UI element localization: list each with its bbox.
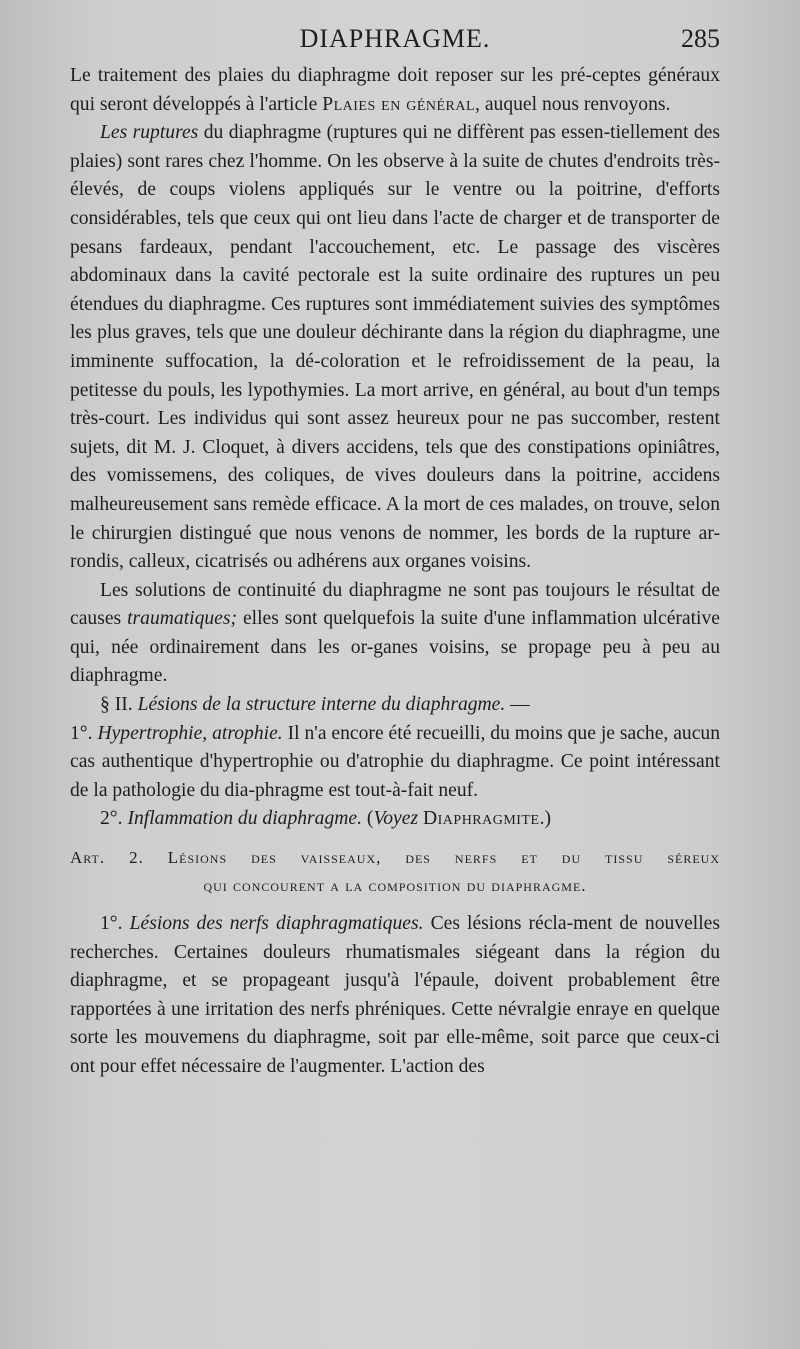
- text-run: , auquel nous renvoyons.: [475, 93, 671, 115]
- section-heading-ii: [70, 691, 720, 720]
- running-title: DIAPHRAGME.: [299, 24, 491, 53]
- article-heading-line-1: Art. 2. Lésions des vaisseaux, des nerfs et du tissu séreux: [70, 848, 720, 868]
- page-number: 285: [681, 24, 720, 53]
- item-title: Inflammation du diaphragme.: [127, 808, 363, 830]
- paragraph-hypertrophie: [70, 720, 720, 806]
- emphasis: traumatiques;: [127, 608, 238, 630]
- item-number: 2°.: [100, 808, 123, 830]
- text-run: elles sont quelquefois la suite d'une inflammation ulcérative qui, née ordinairement dans les or-ganes voisins, se propage peu à peu au diaphragme.: [70, 608, 720, 687]
- emphasis: Les ruptures: [100, 122, 199, 144]
- paragraph-ruptures: [70, 119, 720, 577]
- article-heading-line-2: qui concourent a la composition du diaphragme.: [203, 876, 587, 896]
- paragraph-solutions: [70, 577, 720, 691]
- section-title: Lésions de la structure interne du diaphragme.: [137, 694, 506, 716]
- item-number: 1°.: [100, 913, 123, 935]
- text-run: .): [539, 808, 552, 830]
- body-text: [70, 62, 720, 1082]
- page-header: [70, 24, 720, 58]
- paragraph-inflammation: [70, 805, 720, 834]
- emphasis: Voyez: [373, 808, 419, 830]
- cross-reference: Plaies en général: [322, 93, 476, 115]
- text-run: Il n'a encore été recueilli, du moins que je sache, aucun cas authentique d'hypertrophie ou d'atrophie du diaphragme. Ce point intéressant de la pathologie du dia-phragme est tout-à-fait neuf.: [70, 722, 721, 801]
- item-title: Lésions des nerfs diaphragmatiques.: [129, 913, 424, 935]
- text-run: —: [505, 694, 530, 716]
- text-run: (: [362, 808, 374, 830]
- paragraph-nerfs: [70, 910, 720, 1082]
- section-number: § II.: [100, 694, 133, 716]
- item-number: 1°.: [70, 722, 93, 744]
- text-run: du diaphragme (ruptures qui ne diffèrent pas essen-tiellement des plaies) sont rares chez l'homme. On les observe à la suite de chutes d'endroits très-élevés, de coups violens appliqués sur le ventre ou la poitrine, d'efforts considérables, tels que ceux qui ont lieu dans l'acte de charger et de transporter de pesans fardeaux, pendant l'accouchement, etc. Le passage des viscères abdominaux dans la cavité pectorale est la suite ordinaire des ruptures un peu étendues du diaphragme. Ces ruptures sont immédiatement suivies des symptômes les plus graves, tels que une douleur déchirante dans la région du diaphragme, une imminente suffocation, la dé-coloration et le refroidissement de la peau, la petitesse du pouls, les lypothymies. La mort arrive, en général, au bout d'un temps très-court. Les individus qui sont assez heureux pour ne pas succomber, restent sujets, dit M. J. Cloquet, à divers accidens, tels que des constipations opiniâtres, des vomissemens, des coliques, de vives douleurs dans la poitrine, accidens malheureusement sans remède efficace. A la mort de ces malades, on trouve, selon le chirurgien distingué que nous venons de nommer, les bords de la rupture ar-rondis, calleux, cicatrisés ou adhérens aux organes voisins.: [70, 122, 720, 573]
- item-title: Hypertrophie, atrophie.: [97, 722, 283, 744]
- article-heading: [70, 844, 720, 900]
- text-run: Les solutions de continuité du diaphragme ne sont pas toujours le résultat de causes: [70, 579, 720, 630]
- cross-reference: Diaphragmite: [422, 808, 540, 830]
- text-run: Le traitement des plaies du diaphragme doit reposer sur les pré-ceptes généraux qui seront développés à l'article: [70, 65, 720, 115]
- text-run: Ces lésions récla-ment de nouvelles recherches. Certaines douleurs rhumatismales siégeant dans la région du diaphragme, et se propageant jusqu'à l'épaule, doivent probablement être rapportées à une irritation des nerfs phréniques. Cette névralgie enraye en quelque sorte les mouvemens du diaphragme, soit par elle-même, soit parce que ceux-ci ont pour effet nécessaire de l'augmenter. L'action des: [70, 913, 720, 1077]
- paragraph-treatment: [70, 62, 720, 119]
